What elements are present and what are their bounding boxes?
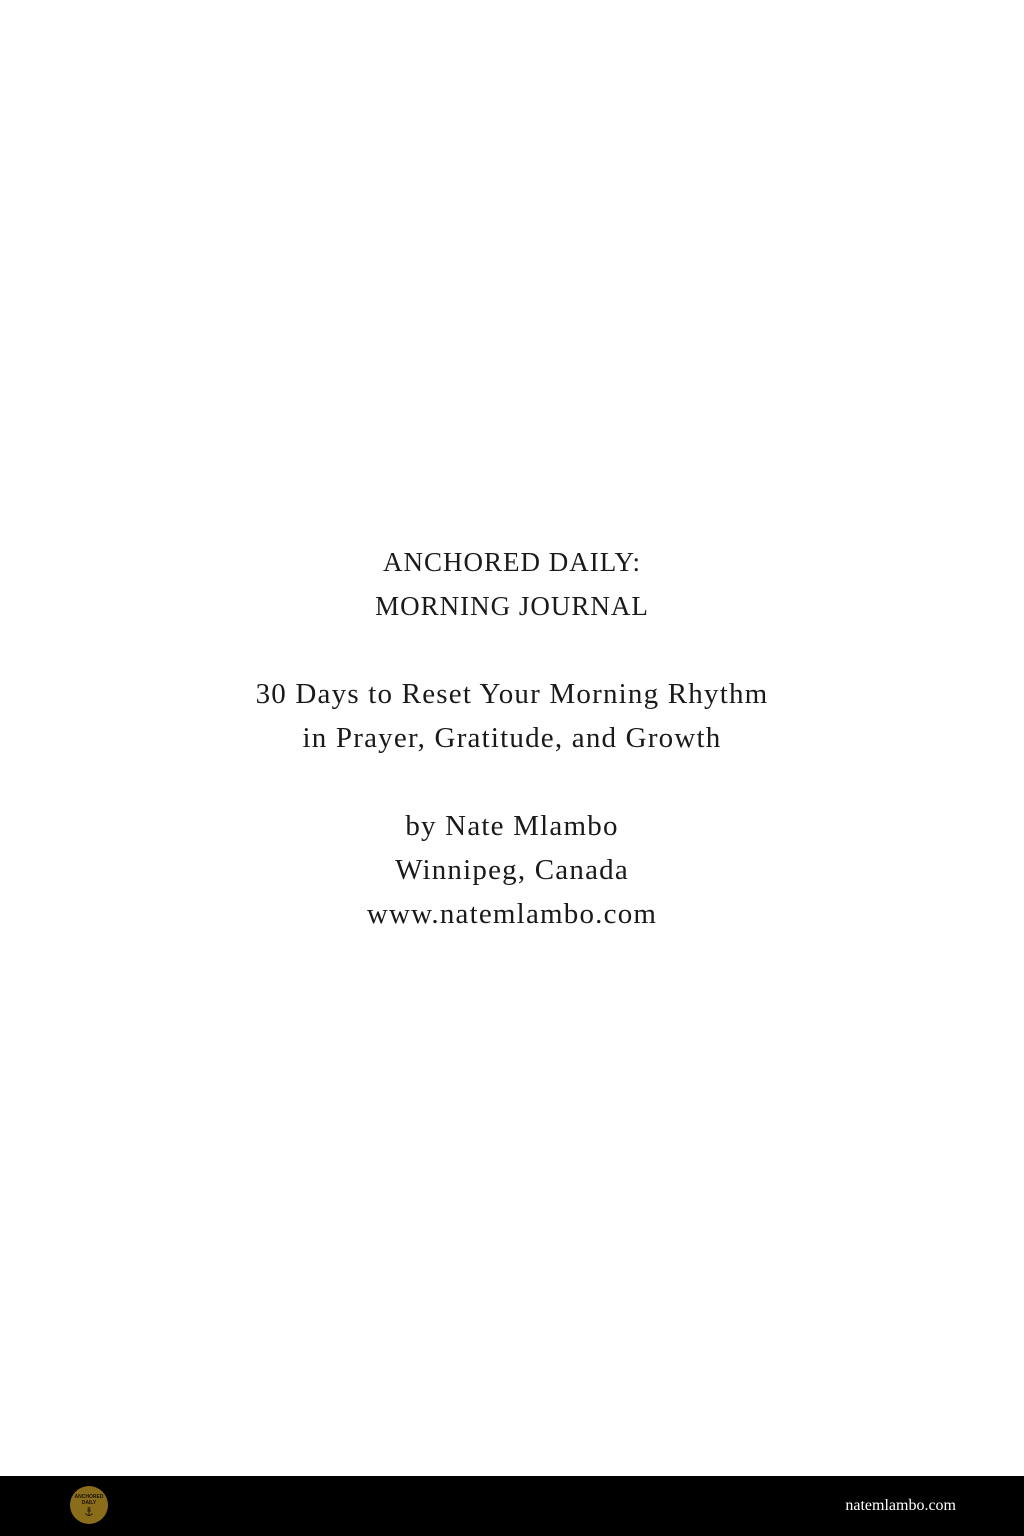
footer-bar [0, 1476, 1024, 1536]
subtitle-line-1: 30 Days to Reset Your Morning Rhythm [255, 678, 769, 710]
title-line-1: ANCHORED DAILY: [382, 547, 642, 577]
anchor-icon [84, 1507, 94, 1517]
author-line: by Nate Mlambo [405, 810, 619, 842]
website-line[interactable]: www.natemlambo.com [366, 898, 658, 930]
anchored-daily-logo [70, 1486, 108, 1524]
spacer [0, 628, 1024, 672]
title-page [0, 540, 1024, 936]
logo-text-bottom: DAILY [81, 1499, 97, 1506]
title-line-2: MORNING JOURNAL [375, 591, 649, 621]
footer-url-link[interactable]: natemlambo.com [845, 1497, 956, 1514]
spacer [0, 760, 1024, 804]
location-line: Winnipeg, Canada [395, 854, 629, 886]
logo-text-top: ANCHORED [74, 1493, 104, 1500]
subtitle-line-2: in Prayer, Gratitude, and Growth [302, 722, 722, 754]
